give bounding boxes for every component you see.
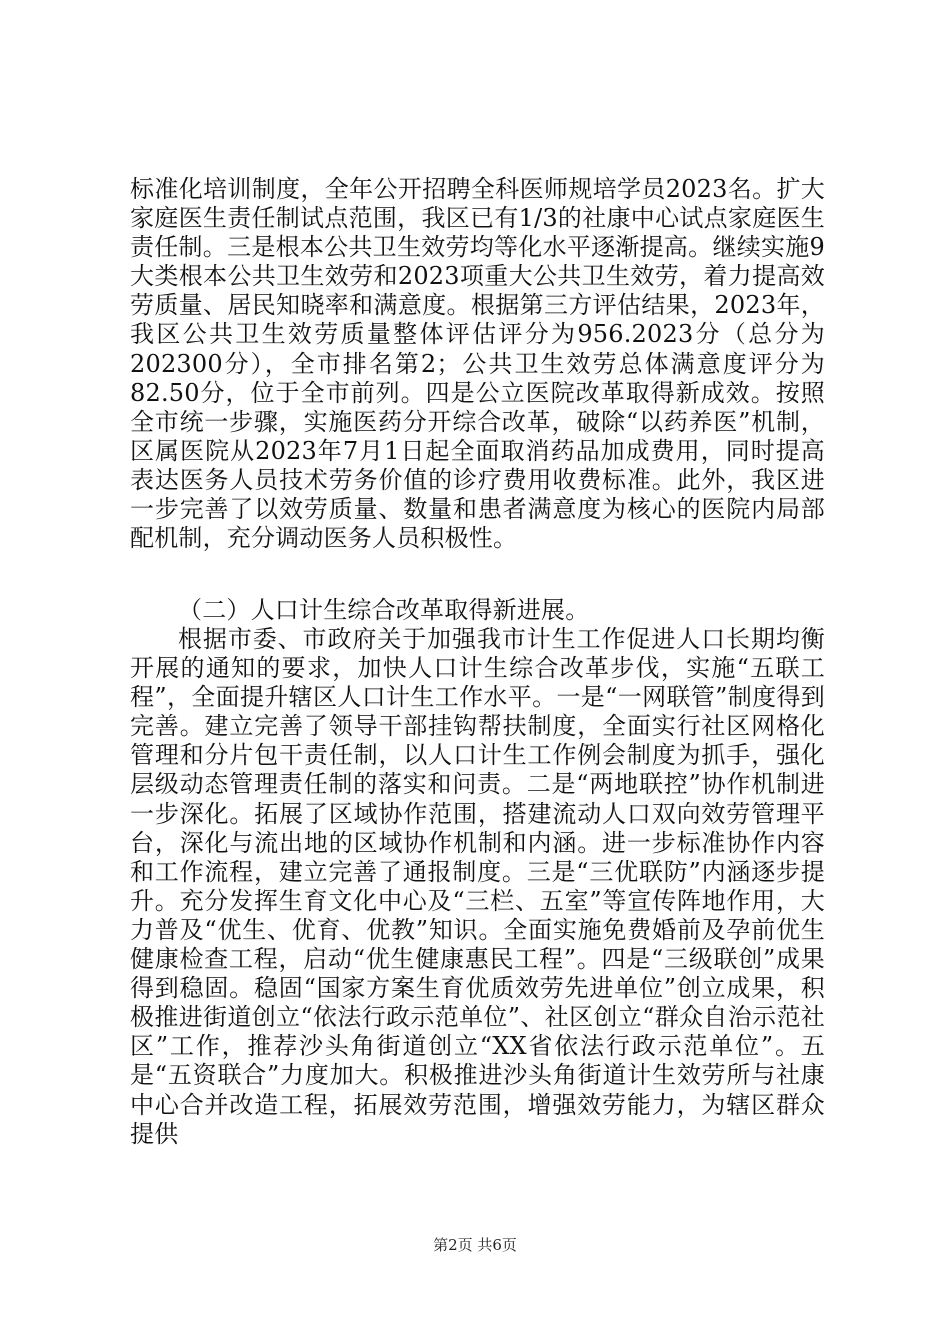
body-paragraph-1: 标准化培训制度，全年公开招聘全科医师规培学员2023名。扩大家庭医生责任制试点范围，我区已有1/3的社康中心试点家庭医生责任制。三是根本公共卫生效劳均等化水平逐渐提高。继续实施9大类根本公共卫生效劳和2023项重大公共卫生效劳，着力提高效劳质量、居民知晓率和满意度。根据第三方评估结果，2023年，我区公共卫生效劳质量整体评估评分为956.2023分（总分为202300分），全市排名第2；公共卫生效劳总体满意度评分为82.50分，位于全市前列。四是公立医院改革取得新成效。按照全市统一步骤，实施医药分开综合改革，破除“以药养医”机制，区属医院从2023年7月1日起全面取消药品加成费用，同时提高表达医务人员技术劳务价值的诊疗费用收费标准。此外，我区进一步完善了以效劳质量、数量和患者满意度为核心的医院内局部配机制，充分调动医务人员积极性。 xyxy=(130,175,825,553)
section-heading xyxy=(130,596,825,625)
page-number-footer: 第2页 共6页 xyxy=(433,1236,517,1254)
section-heading-text: （二）人口计生综合改革取得新进展。 xyxy=(178,596,590,624)
body-paragraph-2: 根据市委、市政府关于加强我市计生工作促进人口长期均衡开展的通知的要求，加快人口计生综合改革步伐，实施“五联工程”，全面提升辖区人口计生工作水平。一是“一网联管”制度得到完善。建立完善了领导干部挂钩帮扶制度，全面实行社区网格化管理和分片包干责任制，以人口计生工作例会制度为抓手，强化层级动态管理责任制的落实和问责。二是“两地联控”协作机制进一步深化。拓展了区域协作范围，搭建流动人口双向效劳管理平台，深化与流出地的区域协作机制和内涵。进一步标准协作内容和工作流程，建立完善了通报制度。三是“三优联防”内涵逐步提升。充分发挥生育文化中心及“三栏、五室”等宣传阵地作用，大力普及“优生、优育、优教”知识。全面实施免费婚前及孕前优生健康检查工程，启动“优生健康惠民工程”。四是“三级联创”成果得到稳固。稳固“国家方案生育优质效劳先进单位”创立成果，积极推进街道创立“依法行政示范单位”、社区创立“群众自治示范社区”工作，推荐沙头角街道创立“XX省依法行政示范单位”。五是“五资联合”力度加大。积极推进沙头角街道计生效劳所与社康中心合并改造工程，拓展效劳范围，增强效劳能力，为辖区群众提供 xyxy=(130,625,825,1148)
